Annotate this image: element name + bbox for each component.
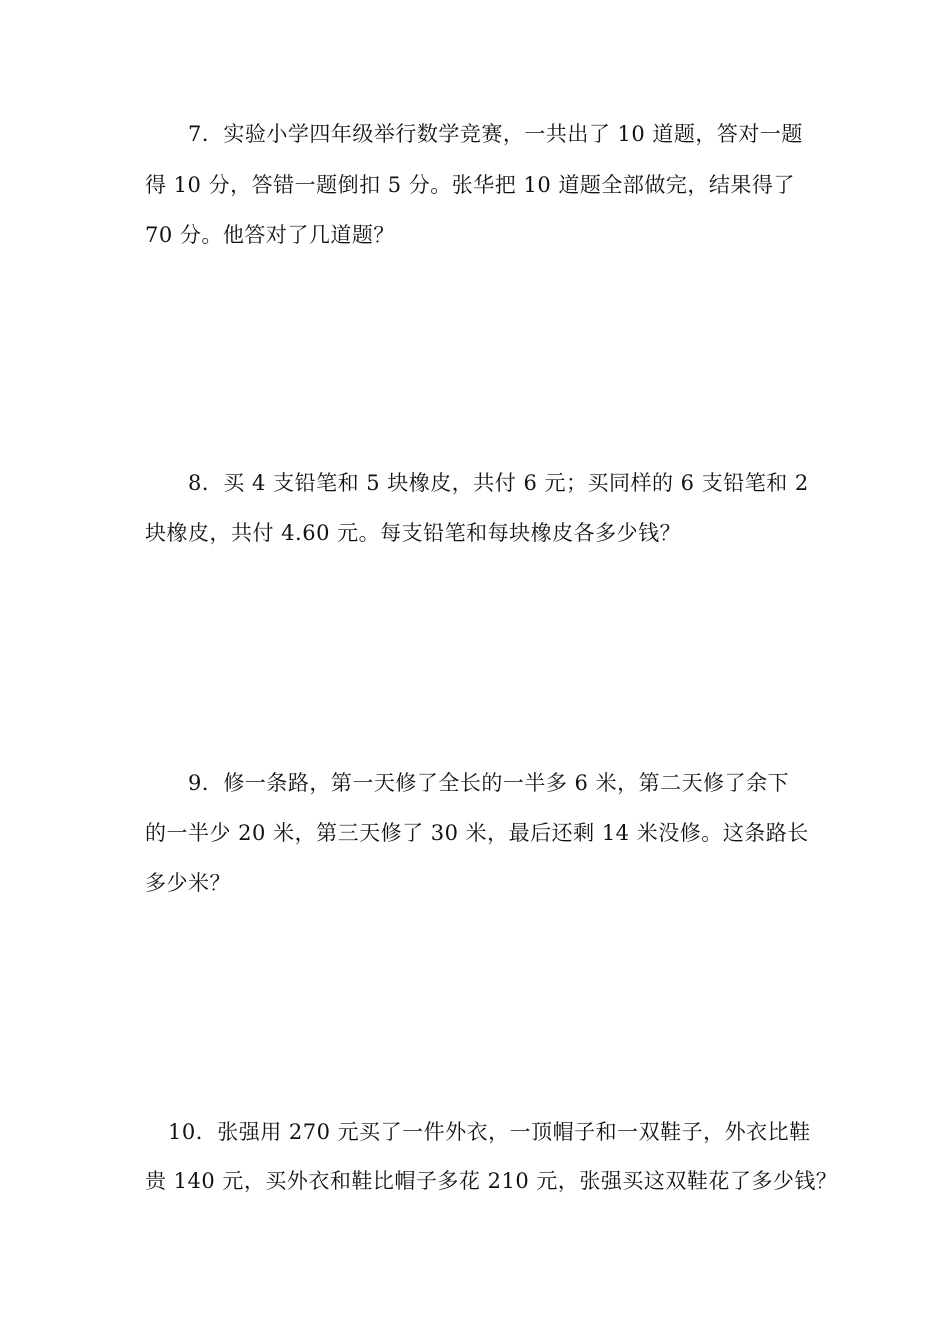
problem-8-line-2: 块橡皮，共付 4.60 元。每支铅笔和每块橡皮各多少钱？ xyxy=(145,521,682,545)
problem-7-line-2: 得 10 分，答错一题倒扣 5 分。张华把 10 道题全部做完，结果得了 xyxy=(145,173,795,197)
problem-7-line-1: 7．实验小学四年级举行数学竞赛，一共出了 10 道题，答对一题 xyxy=(188,122,803,146)
problem-10-line-1: 10．张强用 270 元买了一件外衣，一顶帽子和一双鞋子，外衣比鞋 xyxy=(168,1120,811,1144)
problem-9-line-3: 多少米？ xyxy=(145,871,231,895)
problem-9-line-2: 的一半少 20 米，第三天修了 30 米，最后还剩 14 米没修。这条路长 xyxy=(145,821,809,845)
problem-8-line-1: 8．买 4 支铅笔和 5 块橡皮，共付 6 元；买同样的 6 支铅笔和 2 xyxy=(188,471,809,495)
problem-10-line-2: 贵 140 元，买外衣和鞋比帽子多花 210 元，张强买这双鞋花了多少钱？ xyxy=(145,1169,838,1193)
problem-9-line-1: 9．修一条路，第一天修了全长的一半多 6 米，第二天修了余下 xyxy=(188,771,790,795)
problem-7-line-3: 70 分。他答对了几道题？ xyxy=(145,223,395,247)
